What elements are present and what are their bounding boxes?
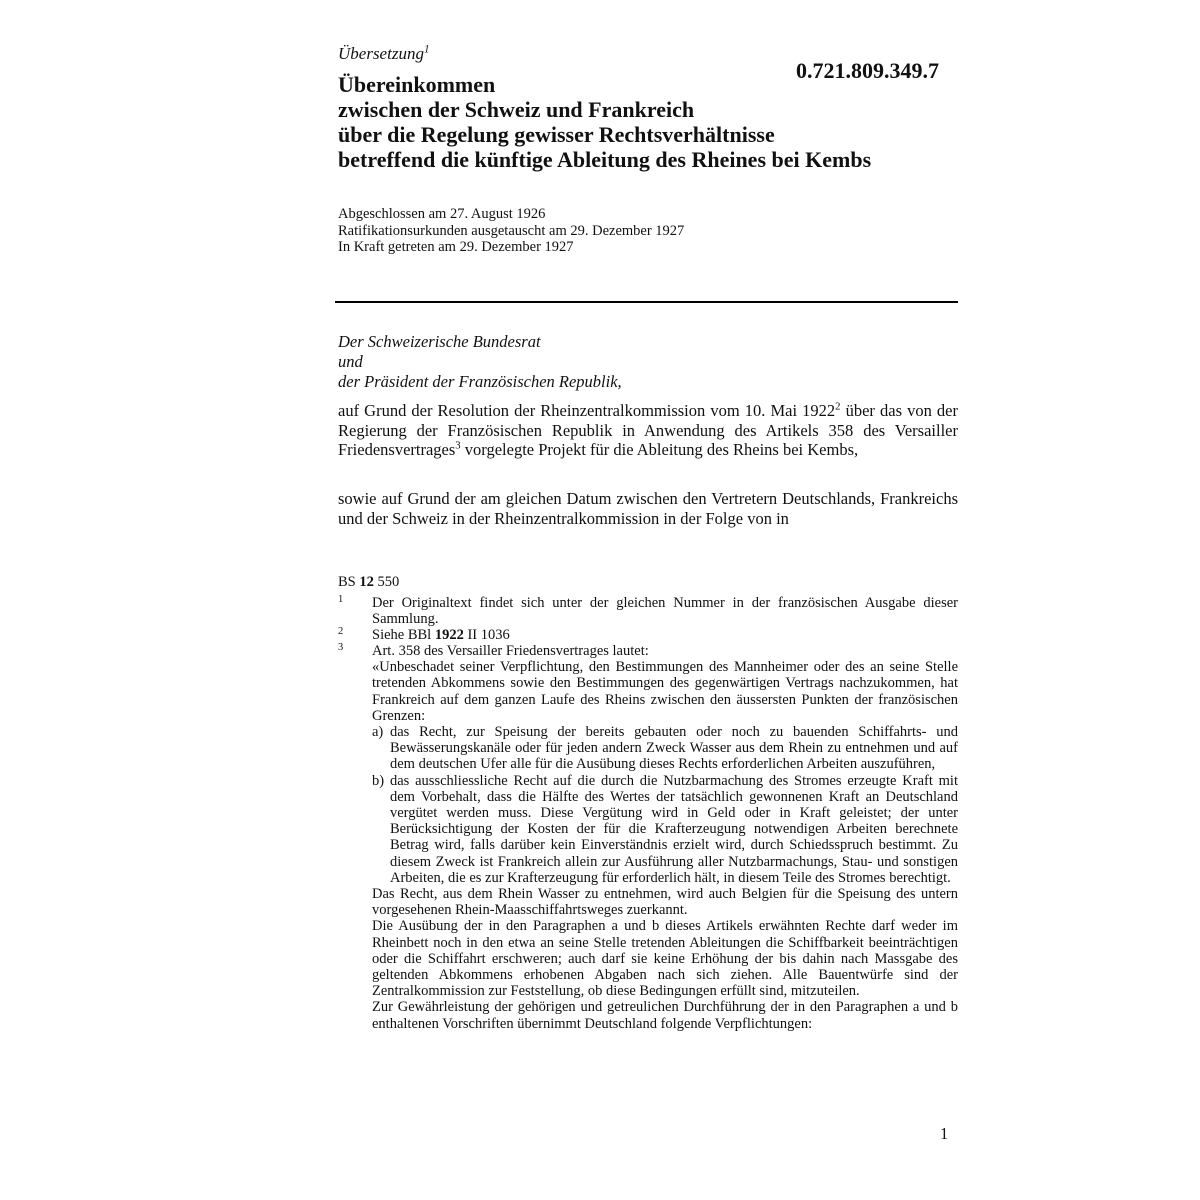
footnote-ref-1: 1 bbox=[423, 43, 430, 56]
footnote-text bbox=[372, 643, 958, 1032]
date-concluded: Abgeschlossen am 27. August 1926 bbox=[338, 206, 546, 222]
exercise-paragraph: Die Ausübung der in den Paragraphen a und b dieses Artikels erwähnten Rechte darf weder im Rheinbett noch in den etwa an seine Stelle tretenden Ableitungen die Schiffbarkeit beeinträchtigen oder die Schiffahrt erschweren; auch darf sie keine Erhöhung der bis dahin nach Massgabe des geltenden Abkommens erhobenen Abgaben nach sich ziehen. Alle Bauentwürfe sind der Zentralkommission zur Feststellung, ob diese Bedingungen erfüllt sind, mitzuteilen. bbox=[372, 918, 958, 1000]
party-line: Der Schweizerische Bundesrat bbox=[338, 332, 541, 351]
footnote-number: 2 bbox=[338, 626, 344, 637]
list-label: b) bbox=[372, 772, 385, 789]
list-item-b bbox=[372, 773, 958, 886]
dates-block bbox=[338, 206, 684, 256]
title-line: Übereinkommen bbox=[338, 72, 496, 97]
footnote-ref-2: 2 bbox=[835, 400, 841, 413]
footnote-text: Der Originaltext findet sich unter der gleichen Nummer in der französischen Ausgabe dieser Sammlung. bbox=[372, 595, 958, 628]
preamble-paragraph-1: auf Grund der Resolution der Rheinzentralkommission vom 10. Mai 1922$^2$ über das von der Regierung der Französischen Republik in Anwendung des Artikels 358 des Versailler Friedensvertrages$^3$ vorgelegte Projekt für die Ableitung des Rheins bei Kembs, bbox=[338, 400, 958, 459]
guarantee-paragraph: Zur Gewährleistung der gehörigen und getreulichen Durchführung der in den Paragraphen a und b enthaltenen Vorschriften übernimmt Deutschland folgende Verpflichtungen: bbox=[372, 999, 958, 1032]
date-ratification: Ratifikationsurkunden ausgetauscht am 29. Dezember 1927 bbox=[338, 222, 685, 239]
footnote-2 bbox=[338, 627, 958, 643]
list-label: a) bbox=[372, 724, 384, 741]
date-in-force: In Kraft getreten am 29. Dezember 1927 bbox=[338, 239, 574, 255]
footnote-ref-3: 3 bbox=[455, 439, 461, 452]
list-text: das Recht, zur Speisung der bereits gebauten oder noch zu bauenden Schiffahrts- und Bewässerungskanäle oder für jeden andern Zweck Wasser aus dem Rhein zu entnehmen und auf dem deutschen Ufer alle für die Ausübung dieses Rechts erforderlichen Arbeiten auszuführen, bbox=[390, 724, 958, 773]
list-text: das ausschliessliche Recht auf die durch die Nutzbarmachung des Stromes erzeugte Kraft mit dem Vorbehalt, dass die Hälfte des Wertes der tatsächlich gewonnenen Kraft an Deutschland vergütet werden muss. Diese Vergütung wird in Geld oder in Kraft geleistet; der unter Berücksichtigung der Kosten der für die Krafterzeugung notwendigen Arbeiten berechnete Betrag wird, falls darüber kein Einverständnis erzielt wird, durch Schiedsspruch bestimmt. Zu diesem Zweck ist Frankreich allein zur Ausführung aller Nutzbarmachungs, Stau- und sonstigen Arbeiten, die es zur Krafterzeugung für erforderlich hält, in diesem Teile des Stromes berechtigt. bbox=[390, 772, 958, 886]
contracting-parties bbox=[338, 332, 622, 392]
quote-intro: «Unbeschadet seiner Verpflichtung, den Bestimmungen des Mannheimer oder des an seine Stelle tretenden Abkommens sowie den Bestimmungen des gegenwärtigen Vertrags nachzukommen, hat Frankreich auf dem ganzen Laufe des Rheins zwischen den äussersten Punkten der französischen Grenzen: bbox=[372, 659, 958, 724]
party-line: der Präsident der Französischen Republik, bbox=[338, 372, 622, 391]
party-line: und bbox=[338, 352, 363, 371]
bs-reference: BS 12 550 bbox=[338, 574, 400, 590]
footnote-3 bbox=[338, 643, 958, 1032]
list-item-a bbox=[372, 724, 958, 773]
title-line: über die Regelung gewisser Rechtsverhältnisse bbox=[338, 122, 775, 147]
footnote-text: Siehe BBl 1922 II 1036 bbox=[372, 627, 510, 643]
footnote-1 bbox=[338, 595, 958, 627]
document-title bbox=[338, 72, 958, 172]
preamble-paragraph-2: sowie auf Grund der am gleichen Datum zwischen den Vertretern Deutschlands, Frankreichs und der Schweiz in der Rheinzentralkommission in der Folge von in bbox=[338, 489, 958, 528]
translation-label: Übersetzung$^1$ bbox=[338, 43, 430, 63]
title-line: betreffend die künftige Ableitung des Rheines bei Kembs bbox=[338, 147, 872, 172]
horizontal-rule bbox=[335, 301, 958, 303]
title-line: zwischen der Schweiz und Frankreich bbox=[338, 97, 695, 122]
article-intro: Art. 358 des Versailler Friedensvertrages lautet: bbox=[372, 643, 649, 659]
footnote-number: 3 bbox=[338, 642, 344, 653]
sr-number: 0.721.809.349.7 bbox=[796, 58, 939, 83]
page-number: 1 bbox=[940, 1124, 949, 1143]
belgium-paragraph: Das Recht, aus dem Rhein Wasser zu entnehmen, wird auch Belgien für die Speisung des untern vorgesehenen Rhein-Maasschiffahrtsweges zuerkannt. bbox=[372, 886, 958, 919]
footnote-number: 1 bbox=[338, 594, 344, 605]
